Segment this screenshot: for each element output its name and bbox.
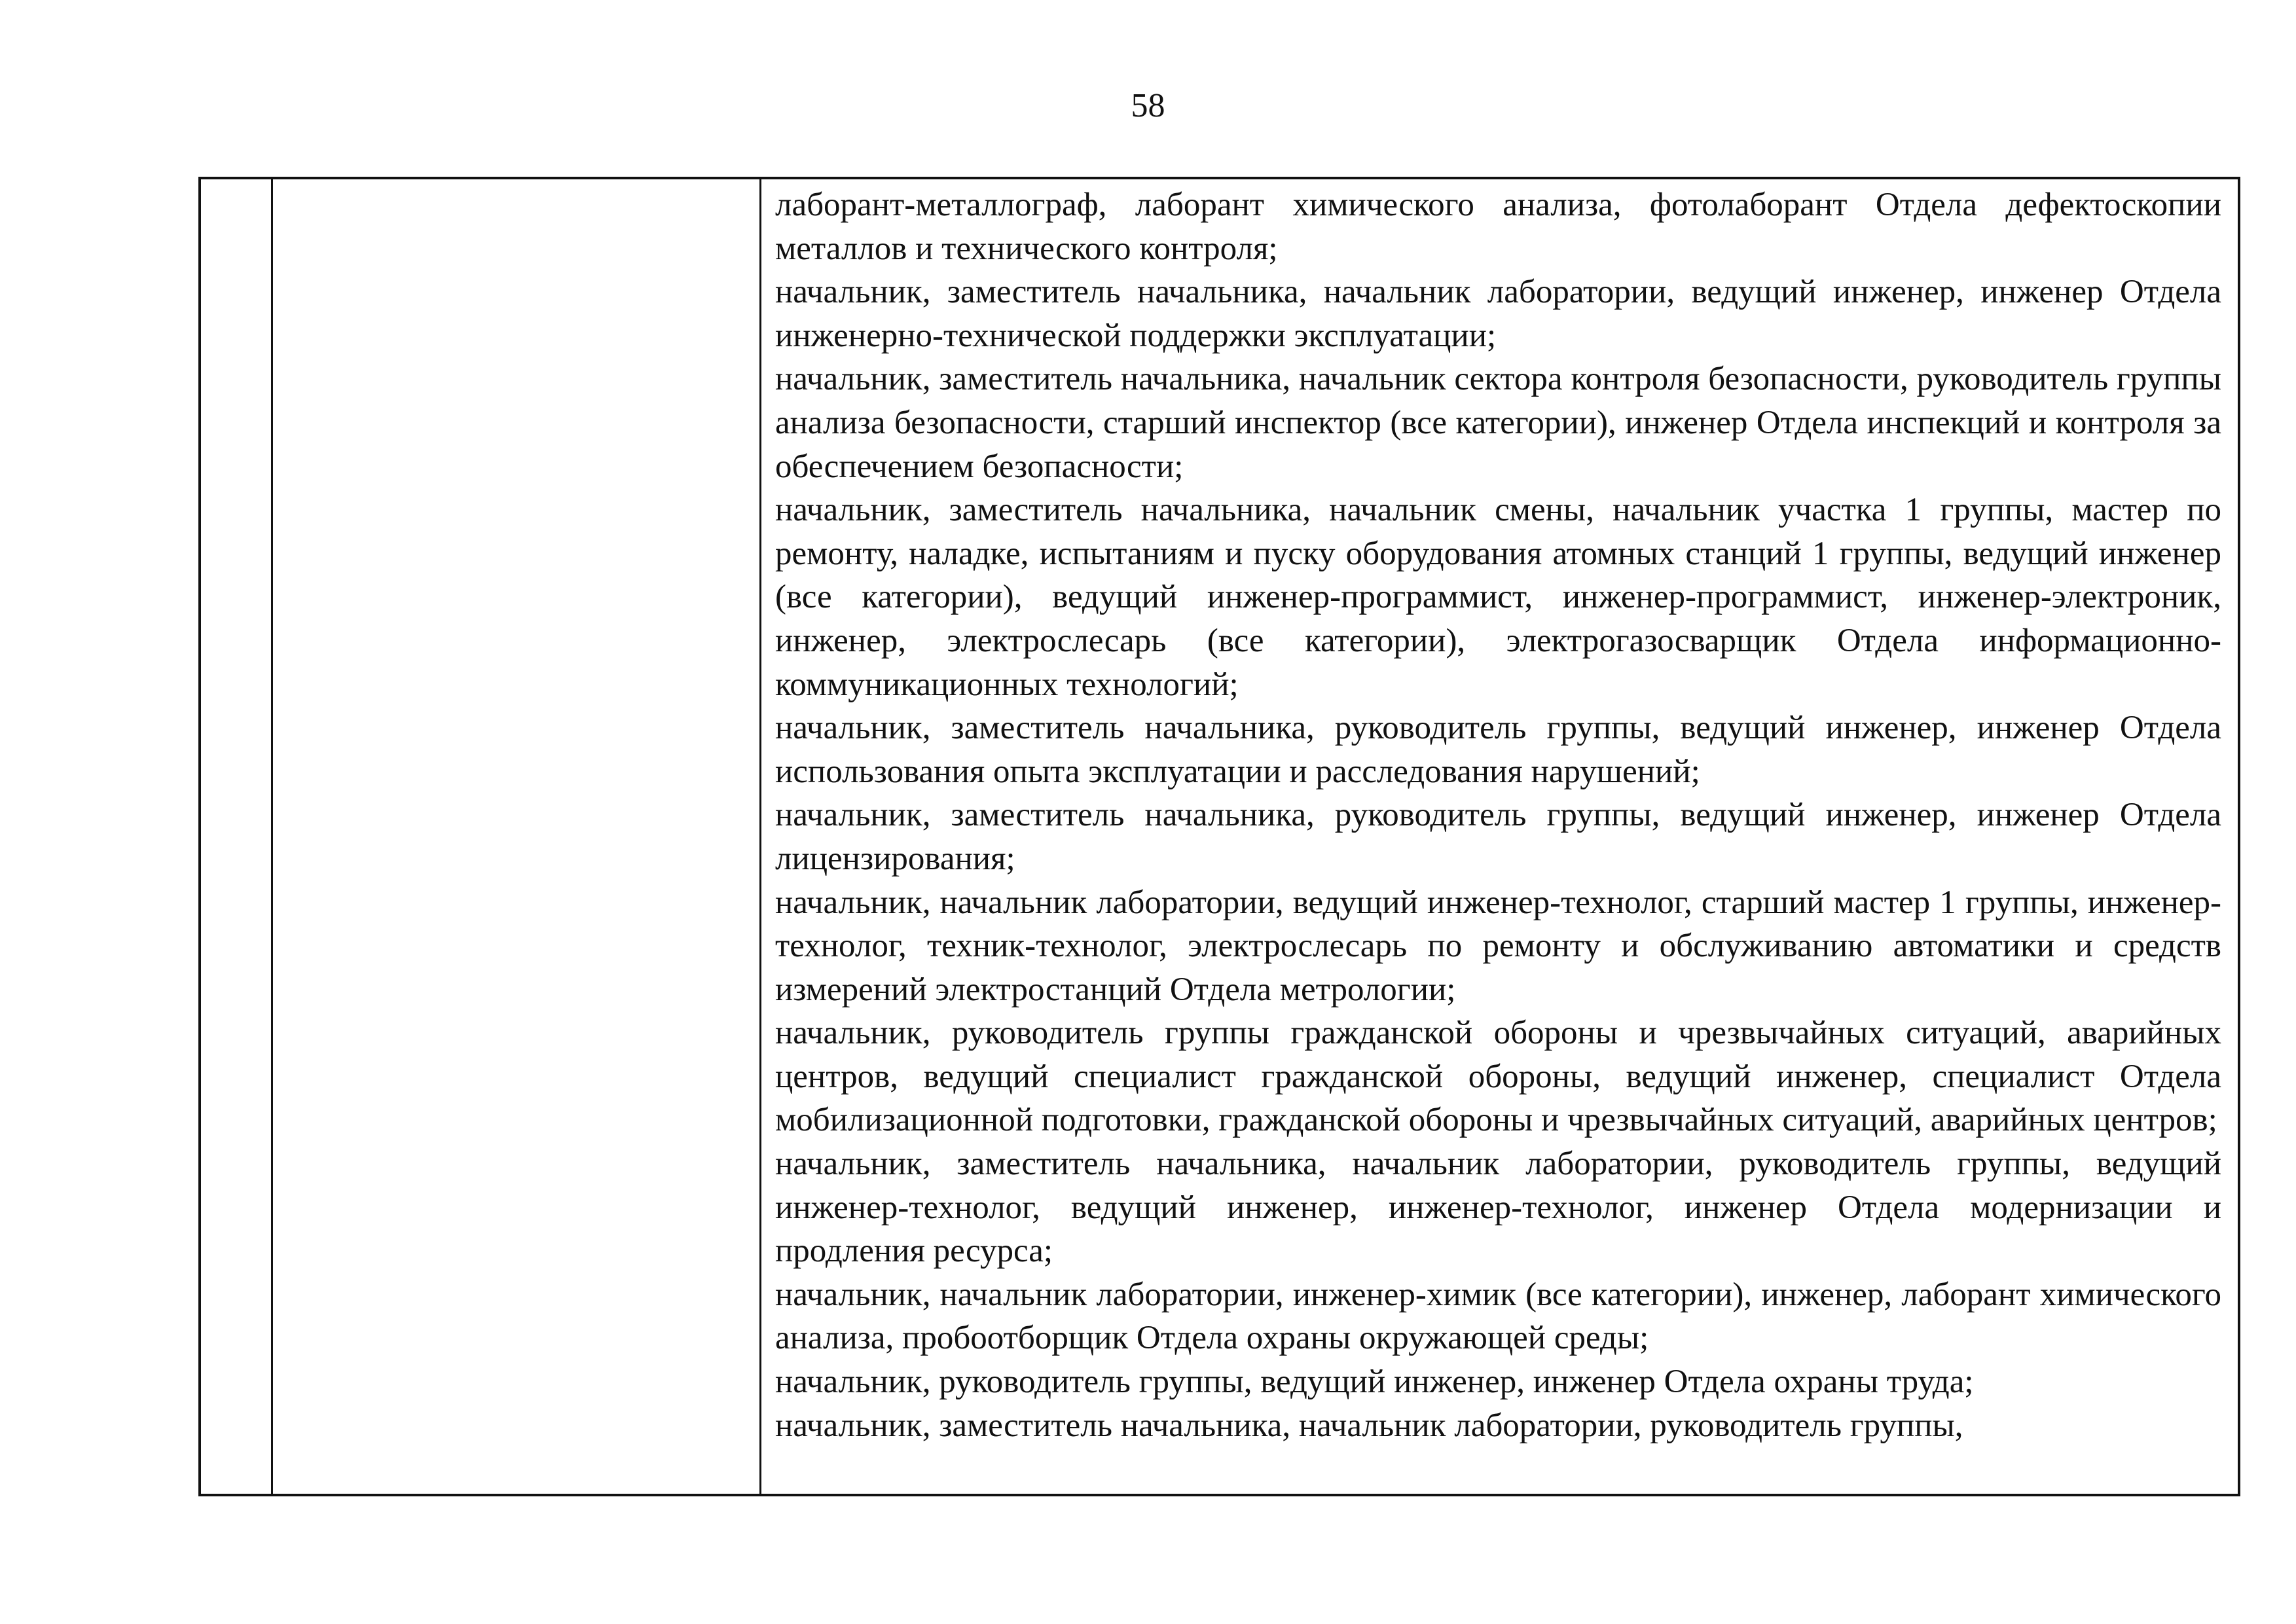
position-entry: начальник, заместитель начальника, начальник лаборатории, ведущий инженер, инженер Отдела инженерно-технической поддержки эксплуатации; (775, 274, 2221, 354)
position-entry: начальник, начальник лаборатории, инженер-химик (все категории), инженер, лаборант химического анализа, пробоотборщик Отдела охраны окружающей среды; (775, 1276, 2221, 1357)
position-entry: начальник, заместитель начальника, начальник смены, начальник участка 1 группы, мастер по ремонту, наладке, испытаниям и пуску оборудования атомных станций 1 группы, ведущий инженер (все категории), ведущий инженер-программист, инженер-программист, инженер-электроник, инженер, электрослесарь (все категории), электрогазосварщик Отдела информационно-коммуникационных технологий; (775, 492, 2221, 703)
position-entry: начальник, заместитель начальника, начальник сектора контроля безопасности, руководитель группы анализа безопасности, старший инспектор (все категории), инженер Отдела инспекций и контроля за обеспечением безопасности; (775, 361, 2221, 485)
position-entry: начальник, заместитель начальника, начальник лаборатории, руководитель группы, ведущий инженер-технолог, ведущий инженер, инженер-технолог, инженер Отдела модернизации и продления ресурса; (775, 1146, 2221, 1270)
positions-table (198, 177, 2240, 1496)
position-entry: начальник, руководитель группы, ведущий инженер, инженер Отдела охраны труда; (775, 1363, 1974, 1401)
table-column-divider (759, 179, 761, 1494)
position-entry: начальник, заместитель начальника, руководитель группы, ведущий инженер, инженер Отдела использования опыта эксплуатации и расследования нарушений; (775, 710, 2221, 790)
position-entry: начальник, начальник лаборатории, ведущий инженер-технолог, старший мастер 1 группы, инженер-технолог, техник-технолог, электрослесарь по ремонту и обслуживанию автоматики и средств измерений электростанций Отдела метрологии; (775, 884, 2221, 1008)
page-number: 58 (1131, 87, 1165, 124)
position-entry: лаборант-металлограф, лаборант химического анализа, фотолаборант Отдела дефектоскопии металлов и технического контроля; (775, 187, 2221, 267)
position-entry: начальник, заместитель начальника, начальник лаборатории, руководитель группы, (775, 1407, 1963, 1444)
table-column-divider (271, 179, 273, 1494)
position-entry: начальник, заместитель начальника, руководитель группы, ведущий инженер, инженер Отдела лицензирования; (775, 797, 2221, 877)
position-entry: начальник, руководитель группы гражданской обороны и чрезвычайных ситуаций, аварийных центров, ведущий специалист гражданской обороны, ведущий инженер, специалист Отдела мобилизационной подготовки, гражданской обороны и чрезвычайных ситуаций, аварийных центров; (775, 1015, 2221, 1139)
positions-cell (775, 183, 2221, 1447)
